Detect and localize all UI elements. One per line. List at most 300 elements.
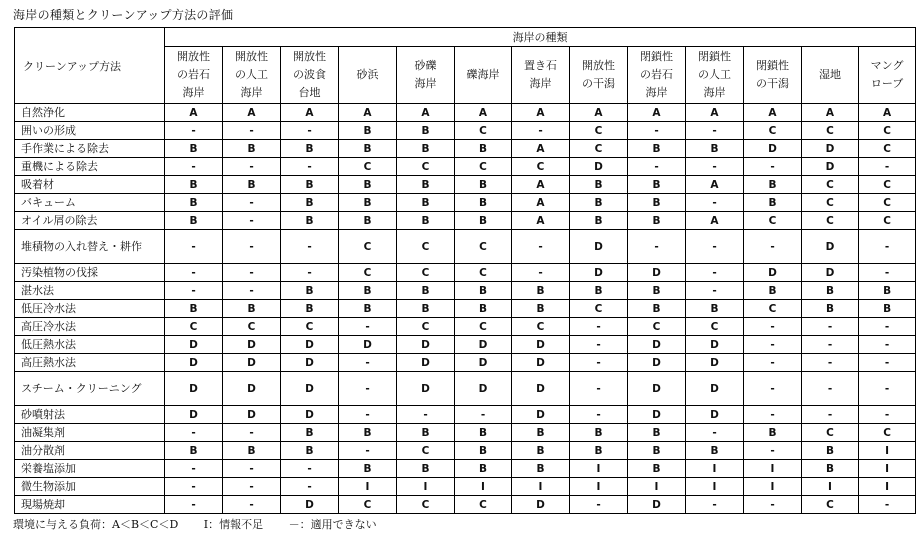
rating-cell: D — [628, 336, 686, 354]
rating-cell: C — [802, 424, 859, 442]
rating-cell: D — [223, 372, 281, 406]
rating-cell: D — [397, 372, 455, 406]
method-cell: 汚染植物の伐採 — [15, 264, 165, 282]
rating-cell: - — [223, 212, 281, 230]
rating-cell: D — [512, 372, 570, 406]
rating-cell: - — [570, 496, 628, 514]
rating-cell: C — [397, 442, 455, 460]
rating-cell: I — [802, 478, 859, 496]
rating-cell: B — [628, 424, 686, 442]
rating-cell: B — [628, 282, 686, 300]
rating-cell: D — [686, 406, 744, 424]
method-cell: バキューム — [15, 194, 165, 212]
rating-cell: D — [281, 354, 339, 372]
rating-cell: C — [570, 140, 628, 158]
rating-cell: D — [455, 372, 512, 406]
rating-cell: D — [686, 372, 744, 406]
rating-cell: - — [281, 264, 339, 282]
rating-cell: B — [455, 442, 512, 460]
rating-cell: D — [397, 354, 455, 372]
method-cell: 堆積物の入れ替え・耕作 — [15, 230, 165, 264]
rating-cell: B — [339, 176, 397, 194]
table-row — [15, 194, 916, 212]
rating-cell: A — [223, 104, 281, 122]
rating-cell: B — [802, 460, 859, 478]
table-row — [15, 372, 916, 406]
coast-type-header: 礫海岸 — [455, 47, 512, 104]
rating-cell: B — [512, 442, 570, 460]
rating-cell: B — [570, 442, 628, 460]
coast-type-header: 閉鎖性 の干潟 — [744, 47, 802, 104]
rating-cell: I — [686, 478, 744, 496]
rating-cell: - — [859, 264, 916, 282]
rating-cell: - — [570, 406, 628, 424]
rating-cell: C — [397, 318, 455, 336]
rating-cell: A — [859, 104, 916, 122]
rating-cell: B — [802, 282, 859, 300]
rating-cell: B — [281, 424, 339, 442]
rating-cell: B — [339, 282, 397, 300]
rating-cell: B — [570, 176, 628, 194]
rating-cell: D — [165, 372, 223, 406]
method-cell: 砂噴射法 — [15, 406, 165, 424]
rating-cell: B — [744, 194, 802, 212]
rating-cell: D — [744, 264, 802, 282]
rating-cell: B — [512, 460, 570, 478]
rating-cell: B — [686, 300, 744, 318]
rating-cell: A — [455, 104, 512, 122]
rating-cell: D — [512, 406, 570, 424]
rating-cell: A — [686, 104, 744, 122]
rating-cell: - — [223, 122, 281, 140]
rating-cell: - — [281, 230, 339, 264]
rating-cell: C — [455, 158, 512, 176]
rating-cell: - — [223, 478, 281, 496]
rating-cell: C — [339, 230, 397, 264]
rating-cell: B — [223, 300, 281, 318]
rating-cell: B — [281, 212, 339, 230]
method-cell: 湛水法 — [15, 282, 165, 300]
rating-cell: - — [802, 336, 859, 354]
rating-cell: - — [512, 230, 570, 264]
rating-cell: - — [686, 194, 744, 212]
rating-cell: D — [512, 354, 570, 372]
rating-cell: B — [339, 424, 397, 442]
rating-cell: D — [223, 336, 281, 354]
rating-cell: D — [223, 406, 281, 424]
rating-cell: A — [628, 104, 686, 122]
coast-type-header: 開放性 の干潟 — [570, 47, 628, 104]
rating-cell: B — [397, 122, 455, 140]
rating-cell: - — [223, 282, 281, 300]
legend-not-applicable: －：適用できない — [288, 518, 377, 531]
rating-cell: - — [859, 158, 916, 176]
rating-cell: B — [223, 442, 281, 460]
table-row — [15, 230, 916, 264]
rating-cell: - — [859, 230, 916, 264]
coast-type-header: 湿地 — [802, 47, 859, 104]
rating-cell: B — [802, 442, 859, 460]
rating-cell: - — [165, 424, 223, 442]
rating-cell: C — [339, 158, 397, 176]
table-row — [15, 282, 916, 300]
rating-cell: A — [686, 176, 744, 194]
rating-cell: - — [802, 318, 859, 336]
rating-cell: B — [165, 300, 223, 318]
rating-cell: B — [628, 176, 686, 194]
rating-cell: - — [223, 424, 281, 442]
table-row — [15, 300, 916, 318]
rating-cell: D — [281, 336, 339, 354]
rating-cell: D — [802, 140, 859, 158]
rating-cell: - — [455, 406, 512, 424]
rating-cell: - — [859, 318, 916, 336]
rating-cell: I — [859, 478, 916, 496]
table-row — [15, 354, 916, 372]
rating-cell: C — [223, 318, 281, 336]
rating-cell: B — [744, 282, 802, 300]
table-row — [15, 212, 916, 230]
rating-cell: C — [859, 122, 916, 140]
coast-type-header: 開放性 の岩石 海岸 — [165, 47, 223, 104]
rating-cell: - — [744, 496, 802, 514]
rating-cell: I — [570, 478, 628, 496]
method-cell: 重機による除去 — [15, 158, 165, 176]
rating-cell: B — [281, 194, 339, 212]
rating-cell: - — [512, 122, 570, 140]
rating-cell: A — [570, 104, 628, 122]
rating-cell: C — [570, 300, 628, 318]
coast-type-header: 開放性 の人工 海岸 — [223, 47, 281, 104]
table-row — [15, 176, 916, 194]
coast-type-header: 砂礫 海岸 — [397, 47, 455, 104]
rating-cell: - — [281, 158, 339, 176]
legend-burden: 環境に与える負荷：A＜B＜C＜D — [13, 518, 179, 531]
rating-cell: D — [628, 372, 686, 406]
rating-cell: B — [570, 194, 628, 212]
rating-cell: C — [859, 424, 916, 442]
rating-cell: - — [744, 158, 802, 176]
method-cell: 油凝集剤 — [15, 424, 165, 442]
rating-cell: - — [165, 460, 223, 478]
rating-cell: - — [223, 230, 281, 264]
rating-cell: - — [686, 264, 744, 282]
rating-cell: - — [744, 406, 802, 424]
rating-cell: C — [802, 194, 859, 212]
method-cell: 低圧冷水法 — [15, 300, 165, 318]
rating-cell: B — [397, 194, 455, 212]
rating-cell: C — [512, 158, 570, 176]
rating-cell: - — [686, 424, 744, 442]
rating-cell: - — [744, 354, 802, 372]
rating-cell: A — [339, 104, 397, 122]
coast-type-header: 砂浜 — [339, 47, 397, 104]
rating-cell: - — [165, 478, 223, 496]
rating-cell: A — [512, 140, 570, 158]
rating-cell: C — [859, 140, 916, 158]
rating-cell: B — [859, 300, 916, 318]
method-cell: 囲いの形成 — [15, 122, 165, 140]
rating-cell: B — [512, 300, 570, 318]
rating-cell: C — [744, 122, 802, 140]
rating-cell: - — [859, 406, 916, 424]
table-row — [15, 478, 916, 496]
rating-cell: C — [397, 496, 455, 514]
rating-cell: B — [339, 194, 397, 212]
rating-cell: - — [744, 336, 802, 354]
rating-cell: - — [281, 460, 339, 478]
rating-cell: B — [744, 424, 802, 442]
rating-cell: C — [512, 318, 570, 336]
rating-cell: D — [512, 496, 570, 514]
rating-cell: - — [744, 442, 802, 460]
rating-cell: B — [165, 212, 223, 230]
rating-cell: - — [339, 406, 397, 424]
rating-cell: - — [802, 354, 859, 372]
table-body — [15, 104, 916, 514]
rating-cell: B — [686, 140, 744, 158]
method-cell: 高圧熱水法 — [15, 354, 165, 372]
rating-cell: D — [686, 354, 744, 372]
rating-cell: D — [455, 354, 512, 372]
rating-cell: I — [512, 478, 570, 496]
rating-cell: C — [744, 300, 802, 318]
table-row — [15, 406, 916, 424]
rating-cell: D — [570, 230, 628, 264]
rating-cell: I — [570, 460, 628, 478]
rating-cell: C — [281, 318, 339, 336]
rating-cell: C — [744, 212, 802, 230]
rating-cell: D — [570, 158, 628, 176]
rating-cell: - — [802, 406, 859, 424]
rating-cell: D — [628, 264, 686, 282]
rating-cell: B — [339, 122, 397, 140]
rating-cell: - — [339, 318, 397, 336]
method-cell: 油分散剤 — [15, 442, 165, 460]
rating-cell: - — [859, 354, 916, 372]
rating-cell: B — [339, 140, 397, 158]
rating-cell: I — [339, 478, 397, 496]
rating-cell: - — [165, 230, 223, 264]
method-cell: 吸着材 — [15, 176, 165, 194]
rating-cell: C — [455, 122, 512, 140]
rating-cell: D — [570, 264, 628, 282]
rating-cell: - — [165, 264, 223, 282]
rating-cell: - — [281, 122, 339, 140]
rating-cell: C — [455, 496, 512, 514]
rating-cell: - — [165, 158, 223, 176]
rating-cell: - — [744, 230, 802, 264]
rating-cell: A — [165, 104, 223, 122]
rating-cell: C — [165, 318, 223, 336]
rating-cell: - — [628, 158, 686, 176]
rating-cell: - — [628, 122, 686, 140]
method-cell: 手作業による除去 — [15, 140, 165, 158]
rating-cell: D — [512, 336, 570, 354]
rating-cell: C — [628, 318, 686, 336]
table-row — [15, 460, 916, 478]
rating-cell: I — [686, 460, 744, 478]
rating-cell: D — [802, 158, 859, 176]
rating-cell: - — [744, 318, 802, 336]
rating-cell: D — [802, 264, 859, 282]
rating-cell: - — [686, 230, 744, 264]
rating-cell: D — [165, 406, 223, 424]
rating-cell: B — [570, 212, 628, 230]
rating-cell: - — [339, 372, 397, 406]
rating-cell: C — [339, 264, 397, 282]
rating-cell: C — [859, 212, 916, 230]
rating-cell: D — [165, 336, 223, 354]
rating-cell: B — [339, 212, 397, 230]
rating-cell: B — [570, 282, 628, 300]
table-row — [15, 496, 916, 514]
rating-cell: C — [802, 496, 859, 514]
rating-cell: - — [165, 282, 223, 300]
table-row — [15, 318, 916, 336]
rating-cell: A — [397, 104, 455, 122]
rating-cell: - — [223, 496, 281, 514]
rating-cell: - — [686, 282, 744, 300]
rating-cell: B — [455, 424, 512, 442]
rating-cell: - — [165, 122, 223, 140]
table-row — [15, 442, 916, 460]
rating-cell: B — [859, 282, 916, 300]
rating-cell: B — [455, 300, 512, 318]
table-row — [15, 336, 916, 354]
coast-type-header: 置き石 海岸 — [512, 47, 570, 104]
rating-cell: - — [802, 372, 859, 406]
rating-cell: A — [512, 104, 570, 122]
rating-cell: B — [570, 424, 628, 442]
rating-cell: D — [281, 406, 339, 424]
rating-cell: B — [512, 282, 570, 300]
rating-cell: - — [512, 264, 570, 282]
rating-cell: B — [397, 460, 455, 478]
rating-cell: - — [223, 158, 281, 176]
rating-cell: B — [628, 442, 686, 460]
rating-cell: B — [397, 424, 455, 442]
rating-cell: I — [859, 460, 916, 478]
rating-cell: B — [281, 442, 339, 460]
rating-cell: C — [397, 158, 455, 176]
rating-cell: - — [223, 194, 281, 212]
rating-cell: D — [455, 336, 512, 354]
table-row — [15, 264, 916, 282]
rating-cell: I — [628, 478, 686, 496]
rating-cell: - — [686, 158, 744, 176]
rating-cell: - — [859, 336, 916, 354]
evaluation-table-container — [14, 27, 915, 514]
rating-cell: - — [686, 496, 744, 514]
rating-cell: D — [165, 354, 223, 372]
rating-cell: - — [628, 230, 686, 264]
rating-cell: C — [802, 176, 859, 194]
rating-cell: B — [628, 212, 686, 230]
rating-cell: I — [859, 442, 916, 460]
rating-cell: B — [455, 460, 512, 478]
rating-cell: A — [281, 104, 339, 122]
rating-cell: B — [512, 424, 570, 442]
coast-type-header: 開放性 の波食 台地 — [281, 47, 339, 104]
method-column-header: クリーンアップ方法 — [15, 28, 165, 104]
table-row — [15, 104, 916, 122]
rating-cell: B — [455, 176, 512, 194]
rating-cell: - — [570, 354, 628, 372]
table-row — [15, 158, 916, 176]
rating-cell: B — [686, 442, 744, 460]
rating-cell: B — [281, 176, 339, 194]
legend — [13, 516, 399, 532]
rating-cell: D — [281, 372, 339, 406]
rating-cell: B — [744, 176, 802, 194]
rating-cell: B — [281, 282, 339, 300]
coast-type-group-header: 海岸の種類 — [165, 28, 916, 47]
rating-cell: B — [397, 176, 455, 194]
table-row — [15, 140, 916, 158]
rating-cell: A — [512, 212, 570, 230]
rating-cell: B — [339, 460, 397, 478]
rating-cell: D — [628, 354, 686, 372]
coast-type-header: 閉鎖性 の人工 海岸 — [686, 47, 744, 104]
rating-cell: D — [802, 230, 859, 264]
rating-cell: B — [802, 300, 859, 318]
rating-cell: D — [628, 496, 686, 514]
rating-cell: B — [165, 176, 223, 194]
rating-cell: D — [281, 496, 339, 514]
rating-cell: A — [512, 176, 570, 194]
rating-cell: B — [628, 300, 686, 318]
legend-insufficient-info: I：情報不足 — [203, 518, 264, 531]
rating-cell: - — [339, 442, 397, 460]
rating-cell: C — [859, 176, 916, 194]
coast-type-header: マング ローブ — [859, 47, 916, 104]
rating-cell: B — [223, 176, 281, 194]
rating-cell: B — [165, 140, 223, 158]
rating-cell: D — [223, 354, 281, 372]
table-row — [15, 122, 916, 140]
rating-cell: B — [397, 300, 455, 318]
document-title: 海岸の種類とクリーンアップ方法の評価 — [13, 8, 234, 22]
method-cell: 栄養塩添加 — [15, 460, 165, 478]
rating-cell: B — [281, 300, 339, 318]
rating-cell: I — [397, 478, 455, 496]
rating-cell: - — [165, 496, 223, 514]
rating-cell: B — [281, 140, 339, 158]
header-group-row — [15, 28, 916, 47]
rating-cell: D — [744, 140, 802, 158]
rating-cell: D — [339, 336, 397, 354]
rating-cell: C — [802, 212, 859, 230]
rating-cell: B — [628, 460, 686, 478]
rating-cell: - — [570, 336, 628, 354]
method-cell: 現場焼却 — [15, 496, 165, 514]
rating-cell: D — [686, 336, 744, 354]
rating-cell: - — [744, 372, 802, 406]
rating-cell: B — [397, 282, 455, 300]
rating-cell: C — [397, 230, 455, 264]
rating-cell: I — [744, 460, 802, 478]
rating-cell: B — [628, 140, 686, 158]
rating-cell: - — [397, 406, 455, 424]
rating-cell: C — [455, 264, 512, 282]
rating-cell: - — [686, 122, 744, 140]
rating-cell: - — [281, 478, 339, 496]
rating-cell: C — [455, 318, 512, 336]
method-cell: オイル屑の除去 — [15, 212, 165, 230]
method-cell: スチーム・クリーニング — [15, 372, 165, 406]
rating-cell: - — [223, 264, 281, 282]
